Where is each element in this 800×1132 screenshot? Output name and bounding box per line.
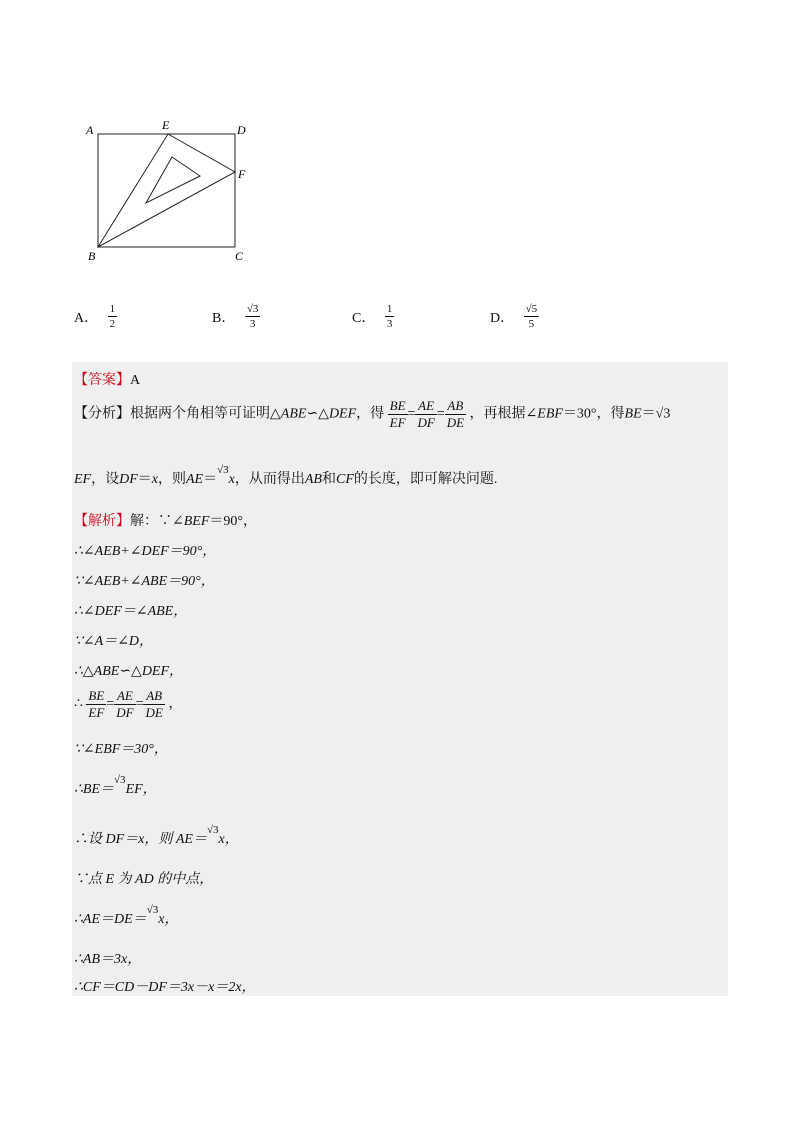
denominator: DE [446,415,465,430]
analysis-text: ，从而得出 [234,472,305,487]
analysis-text: BE [624,406,642,422]
option-b-label: B． [212,310,236,326]
option-b[interactable] [212,302,260,331]
solution-line-2: ∴∠AEB+∠DEF＝90°， [74,544,217,559]
solution-tag: 【解析】 [74,514,130,529]
analysis-text: CF [335,472,354,487]
solution-text: EF， [125,782,157,797]
option-a[interactable] [74,302,117,331]
analysis-text: ＝ [137,472,152,487]
analysis-line-1 [74,398,670,431]
answer-value: A [130,373,141,388]
solution-text: ∴BE＝ [74,782,115,797]
ratio-ae-df [114,688,135,721]
option-c-label: C． [352,310,376,326]
sqrt-three: √3 [206,824,219,836]
ratio-be-ef [388,398,408,431]
answer-tag: 【答案】 [74,373,130,388]
solution-line-10 [74,824,239,848]
numerator: AE [114,688,135,705]
ratio-ab-de [143,688,164,721]
solution-line-11: ∵点 E 为 AD 的中点， [74,872,214,887]
analysis-text: 和 [321,472,336,487]
sqrt-three: √3 [114,774,126,786]
numerator: BE [88,688,105,703]
solution-text: x， [218,832,239,847]
geometry-figure [80,112,260,272]
solution-line-5: ∵∠A＝∠D， [74,634,154,649]
option-a-label: A． [74,310,99,326]
denominator: EF [88,705,105,720]
solution-text: ∴AE＝DE＝ [74,912,147,927]
equals-sign: = [106,696,115,712]
analysis-text: x [151,472,158,487]
analysis-text: AE [186,472,204,487]
solution-line-14: ∴CF＝CD－DF＝3x－x＝2x， [74,980,256,995]
ratio-be-ef [86,688,106,721]
numerator: AE [415,398,436,415]
option-a-fraction [108,302,118,331]
numerator: AB [445,398,466,415]
analysis-text: ，则 [158,472,186,487]
label-f: F [238,167,246,181]
solution-text: BEF [183,514,210,529]
option-d-numerator: √5 [525,303,538,315]
solution-line-7 [74,688,182,721]
solution-text: ， [168,696,183,712]
option-d[interactable] [490,302,539,331]
solution-line-12 [74,904,179,928]
therefore-symbol: ∴ [74,696,83,712]
sqrt-three: √3 [217,464,229,476]
label-e: E [162,118,170,132]
analysis-text: x [228,472,235,487]
analysis-tag: 【分析】 [74,406,130,422]
analysis-text: ，设 [91,472,120,487]
solution-text: x， [158,912,179,927]
analysis-text: 的长度，即可解决问题. [353,472,498,487]
answer-line [74,369,140,389]
denominator: DE [145,705,163,720]
solution-line-8: ∵∠EBF＝30°， [74,742,168,757]
analysis-text: 根据两个角相等可证明△ [130,406,281,422]
sqrt-three: √3 [146,904,159,916]
equals-sign: = [135,696,144,712]
analysis-text: EF [74,472,92,487]
analysis-text: ＝ [641,406,656,422]
denominator: DF [417,415,435,430]
analysis-line-2 [74,464,498,488]
ratio-ab-de [445,398,466,431]
solution-text: ＝90°， [209,514,257,529]
option-b-denominator: 3 [249,318,256,330]
solution-line-9 [74,774,157,798]
numerator: AB [143,688,164,705]
solution-line-3: ∵∠AEB+∠ABE＝90°， [74,574,215,589]
analysis-text: ∽△ [306,406,329,422]
solution-line-13: ∴AB＝3x， [74,952,142,967]
denominator: EF [389,415,406,430]
option-c[interactable] [352,302,394,331]
option-d-denominator: 5 [528,318,535,330]
option-b-numerator: √3 [246,303,259,315]
label-d: D [237,123,246,137]
ratio-ae-df [415,398,436,431]
option-d-fraction [524,302,540,331]
solution-text: 解：∵∠ [130,514,184,529]
rectangle-abcd [98,134,235,247]
solution-line-1 [74,510,257,530]
label-c: C [235,249,244,263]
outer-triangle-ebf [98,134,235,247]
numerator: BE [389,398,406,413]
option-c-denominator: 3 [386,318,393,330]
option-c-numerator: 1 [386,303,393,315]
option-c-fraction [385,302,395,331]
label-a: A [86,123,94,137]
equals-sign: = [407,406,416,422]
analysis-text: ＝ [203,472,218,487]
option-d-label: D． [490,310,515,326]
analysis-text: ＝30°，得 [562,406,625,422]
label-b: B [88,249,96,263]
equals-sign: = [436,406,445,422]
sqrt-three: √3 [655,406,671,422]
solution-line-4: ∴∠DEF＝∠ABE， [74,604,188,619]
option-a-numerator: 1 [109,303,116,315]
analysis-text: AB [304,472,322,487]
denominator: DF [116,705,134,720]
solution-text: ∴设 DF＝x，则 AE＝ [74,832,207,847]
analysis-text: DEF [328,406,357,422]
analysis-text: ABE [280,406,307,422]
solution-line-6: ∴△ABE∽△DEF， [74,664,184,679]
analysis-text: ，再根据∠ [469,406,538,422]
analysis-text: ，得 [356,406,385,422]
analysis-text: EBF [537,406,563,422]
option-b-fraction [245,302,261,331]
analysis-text: DF [119,472,138,487]
option-a-denominator: 2 [109,318,116,330]
